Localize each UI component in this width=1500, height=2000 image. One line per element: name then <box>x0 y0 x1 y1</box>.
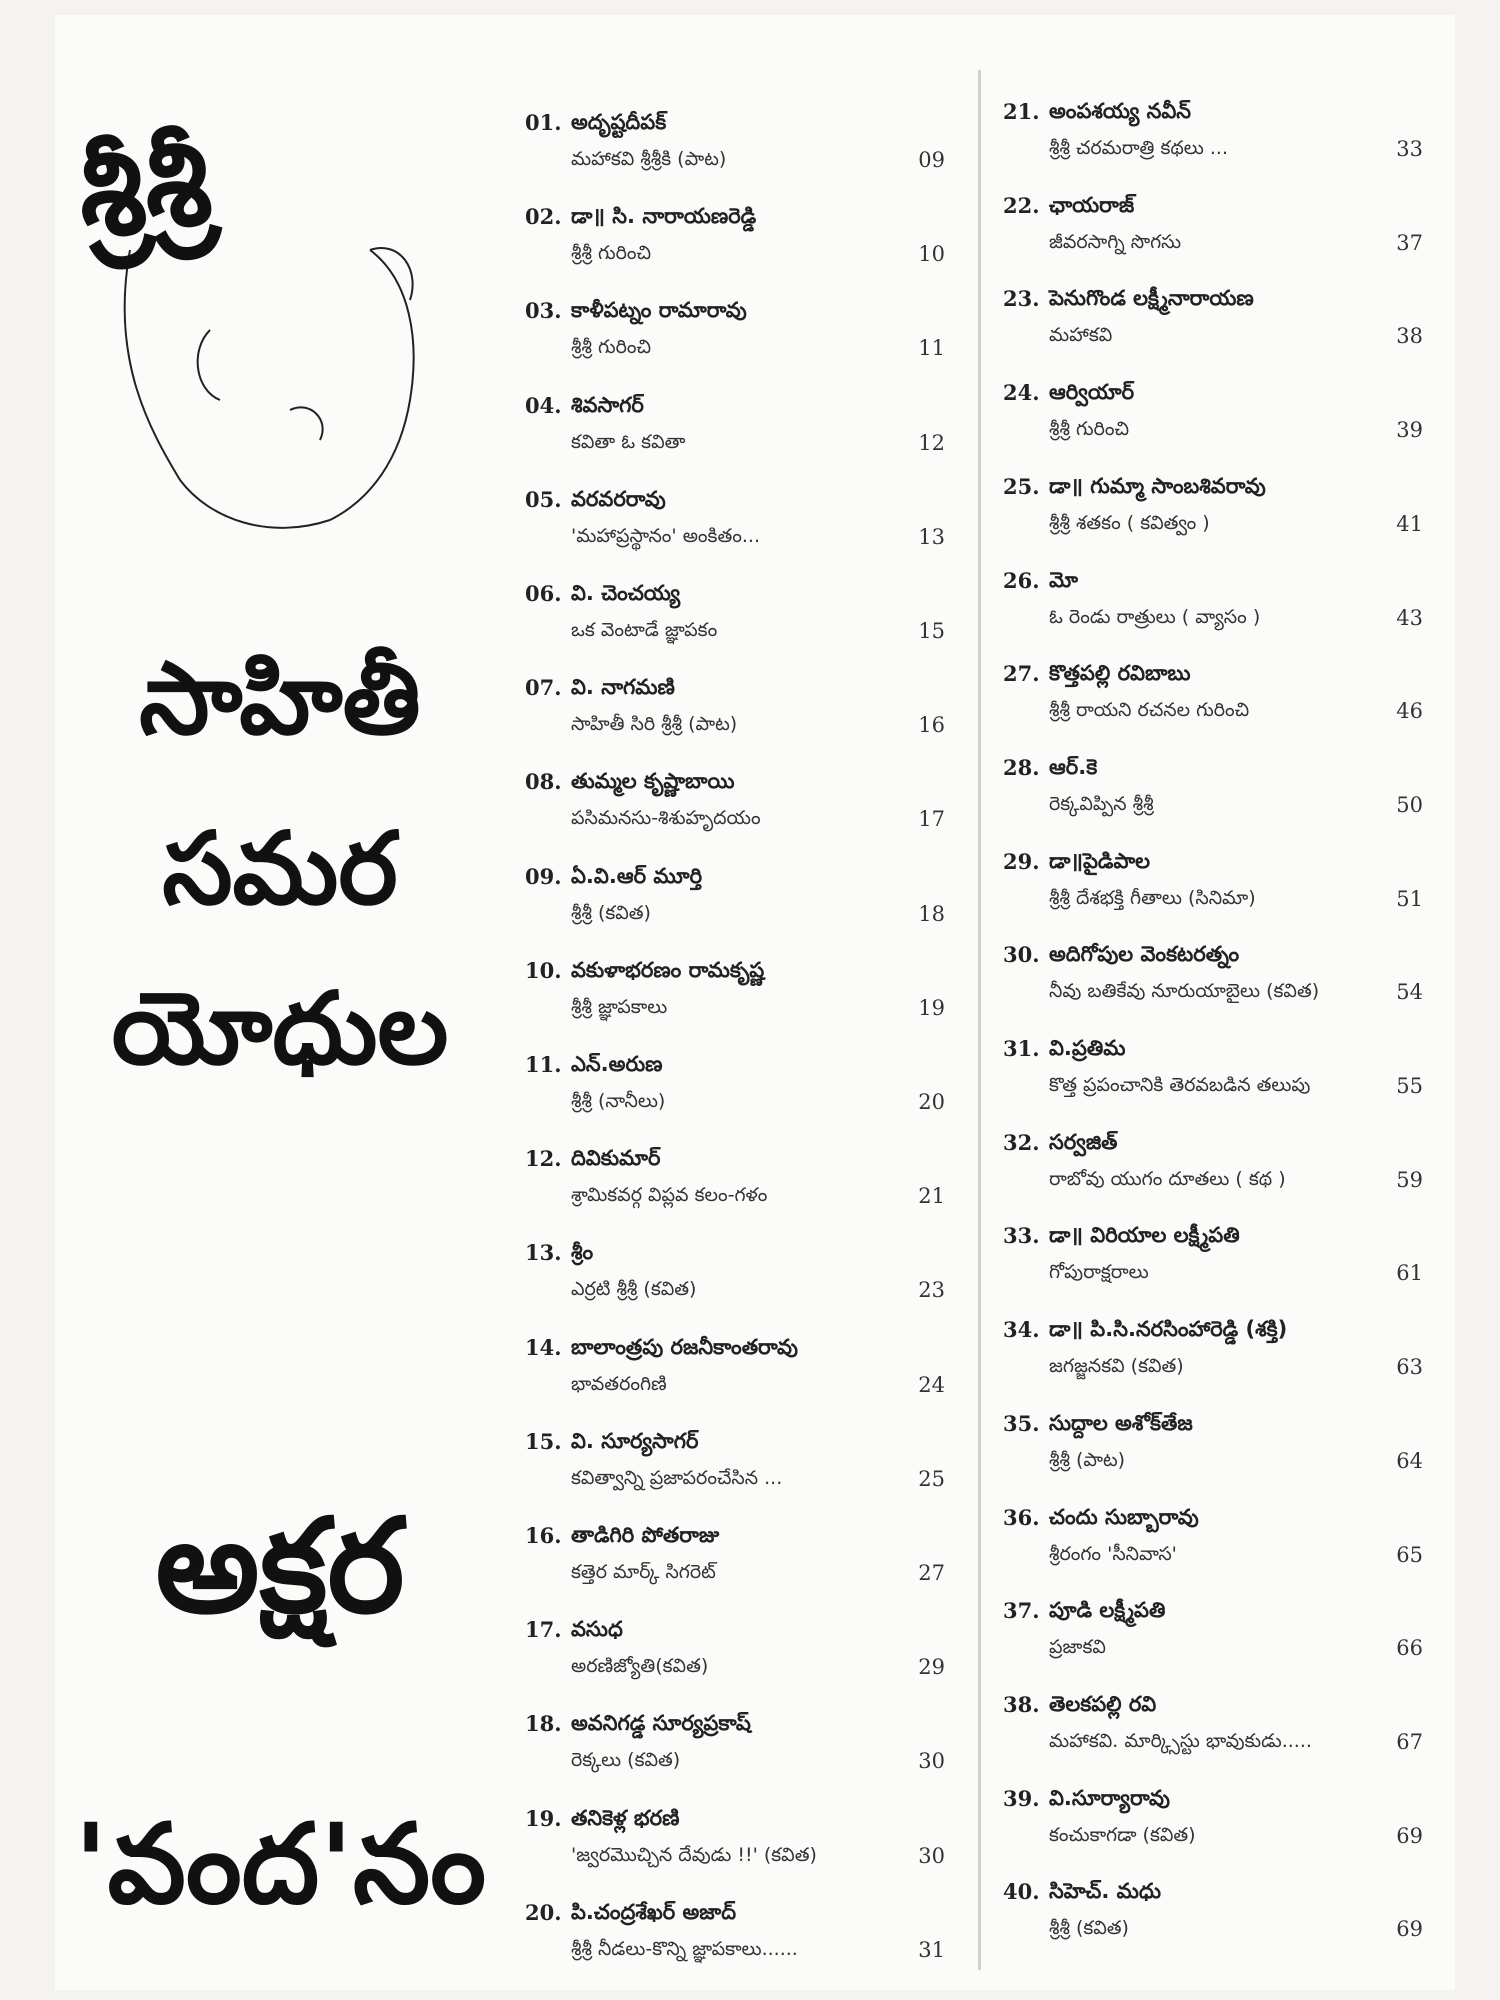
entry-page: 25 <box>918 1466 945 1491</box>
entry-author: అదిగోపుల వెంకటరత్నం <box>1049 942 1240 967</box>
entry-page: 19 <box>918 995 945 1020</box>
entry-title: భావతరంగిణి <box>571 1372 667 1395</box>
entry-title: 'జ్వరమొచ్చిన దేవుడు !!' (కవిత) <box>571 1843 817 1866</box>
entry-author: కాళీపట్నం రామారావు <box>571 298 747 323</box>
entry-author: తనికెళ్ల భరణి <box>571 1805 680 1830</box>
entry-title: జీవరసాగ్ని సొగసు <box>1049 230 1182 253</box>
entry-author: కొత్తపల్లి రవిబాబు <box>1049 661 1191 686</box>
cover-word-3: యోధుల <box>111 970 449 1087</box>
entry-page: 11 <box>918 336 945 361</box>
cover-word-2: సమర <box>162 810 398 927</box>
entry-number: 17. <box>525 1617 562 1643</box>
entry-number: 04. <box>525 392 562 418</box>
entry-title: శ్రీశ్రీ చరమరాత్రి కథలు ... <box>1049 137 1228 159</box>
entry-title: శ్రీశ్రీ (కవిత) <box>571 901 651 924</box>
entry-title: మహాకవి <box>1049 324 1113 347</box>
entry-title: పసిమనసు-శిశుహృదయం <box>571 807 761 830</box>
entry-number: 07. <box>525 675 562 701</box>
entry-title: శ్రీశ్రీ (కవిత) <box>1049 1917 1129 1940</box>
entry-title: మహాకవి. మార్క్సిస్టు భావుకుడు..... <box>1049 1729 1312 1752</box>
entry-title: కవితా ఓ కవితా <box>571 430 686 453</box>
entry-page: 09 <box>918 148 945 172</box>
entry-number: 32. <box>1003 1129 1040 1155</box>
entry-author: పూడి లక్ష్మీపతి <box>1049 1598 1166 1623</box>
entry-title: కత్తెర మార్క్ సిగరెట్ <box>571 1561 716 1583</box>
entry-author: అవనిగడ్డ సూర్యప్రకాష్ <box>571 1711 751 1736</box>
entry-author: ఛాయరాజ్ <box>1049 192 1135 217</box>
entry-author: వి. సూర్యసాగర్ <box>571 1428 699 1453</box>
entry-title: శ్రీశ్రీ (నానీలు) <box>571 1090 666 1112</box>
entry-number: 08. <box>525 769 562 795</box>
entry-title: సాహితీ సిరి శ్రీశ్రీ (పాట) <box>571 713 738 736</box>
entry-number: 21. <box>1003 99 1040 124</box>
entry-author: మో <box>1049 567 1078 592</box>
entry-author: సిహెచ్. మధు <box>1049 1879 1161 1904</box>
entry-author: చందు సుబ్బారావు <box>1049 1504 1199 1529</box>
entry-number: 19. <box>525 1805 562 1831</box>
entry-title: జగజ్జనకవి (కవిత) <box>1049 1355 1184 1378</box>
entry-page: 66 <box>1396 1636 1423 1661</box>
entry-page: 55 <box>1396 1074 1423 1098</box>
entry-number: 14. <box>525 1334 562 1360</box>
entry-title: కవిత్వాన్ని ప్రజాపరంచేసిన ... <box>571 1466 783 1489</box>
entry-title: ఎర్రటి శ్రీశ్రీ (కవిత) <box>571 1278 697 1301</box>
entry-number: 30. <box>1003 942 1040 968</box>
entry-author: సుద్దాల అశోక్‌తేజ <box>1049 1410 1193 1435</box>
entry-number: 37. <box>1003 1598 1040 1624</box>
entry-page: 18 <box>918 901 945 926</box>
entry-title: ఓ రెండు రాత్రులు ( వ్యాసం ) <box>1049 605 1261 628</box>
entry-number: 33. <box>1003 1223 1040 1249</box>
entry-page: 23 <box>918 1278 945 1303</box>
entry-page: 65 <box>1396 1542 1423 1567</box>
entry-author: వసుధ <box>571 1617 623 1642</box>
entry-number: 31. <box>1003 1036 1040 1061</box>
cover-word-1: సాహితీ <box>139 640 421 757</box>
entry-number: 24. <box>1003 380 1040 406</box>
entry-author: ఆర్వియార్ <box>1049 380 1135 405</box>
entry-author: ఆర్.కె <box>1049 754 1098 779</box>
entry-title: రాబోవు యుగం దూతలు ( కథ ) <box>1049 1167 1286 1190</box>
entry-author: వి. చెంచయ్య <box>571 581 681 605</box>
entry-page: 16 <box>918 713 945 738</box>
entry-number: 28. <box>1003 754 1040 780</box>
entry-page: 31 <box>918 1937 945 1962</box>
entry-title: శ్రీశ్రీ నీడలు-కొన్ని జ్ఞాపకాలు...... <box>571 1937 798 1960</box>
entry-author: పెనుగొండ లక్ష్మీనారాయణ <box>1049 286 1254 311</box>
entry-number: 13. <box>525 1240 562 1266</box>
entry-page: 30 <box>918 1843 945 1868</box>
entry-author: అంపశయ్య నవీన్ <box>1049 99 1192 123</box>
entry-number: 26. <box>1003 567 1040 593</box>
entry-page: 29 <box>918 1655 945 1680</box>
entry-page: 37 <box>1396 230 1423 255</box>
entry-author: తుమ్మల కృష్ణాబాయి <box>571 769 735 794</box>
entry-number: 36. <box>1003 1504 1040 1530</box>
entry-title: కొత్త ప్రపంచానికి తెరవబడిన తలుపు <box>1049 1074 1311 1096</box>
entry-author: సర్వజిత్ <box>1049 1129 1118 1154</box>
entry-author: శివసాగర్ <box>571 392 644 417</box>
entry-title: ప్రజాకవి <box>1049 1636 1106 1659</box>
entry-number: 38. <box>1003 1691 1040 1717</box>
entry-title: శ్రీశ్రీ దేశభక్తి గీతాలు (సినిమా) <box>1049 886 1256 909</box>
entry-page: 27 <box>918 1561 945 1585</box>
entry-number: 12. <box>525 1146 562 1172</box>
entry-author: వి. నాగమణి <box>571 675 675 700</box>
entry-page: 59 <box>1396 1167 1423 1192</box>
entry-author: డా॥ పి.సి.నరసింహారెడ్డి (శక్తి) <box>1049 1317 1288 1342</box>
entry-title: శ్రీశ్రీ జ్ఞాపకాలు <box>571 995 668 1018</box>
entry-page: 54 <box>1396 980 1423 1005</box>
entry-title: ఒక వెంటాడే జ్ఞాపకం <box>571 619 718 641</box>
entry-title: రెక్కవిప్పిన శ్రీశ్రీ <box>1049 792 1154 815</box>
entry-page: 33 <box>1396 137 1423 161</box>
entry-page: 41 <box>1396 511 1423 536</box>
entry-page: 10 <box>918 242 945 267</box>
entry-author: శ్రీం <box>571 1240 594 1265</box>
entry-page: 12 <box>918 430 945 455</box>
entry-author: పి.చంద్రశేఖర్ అజాద్ <box>571 1899 737 1924</box>
entry-author: దివికుమార్ <box>571 1146 661 1171</box>
entry-page: 69 <box>1396 1917 1423 1942</box>
entry-title: గోపురాక్షరాలు <box>1049 1261 1149 1284</box>
entry-page: 20 <box>918 1090 945 1114</box>
entry-author: డా॥ విరియాల లక్ష్మీపతి <box>1049 1223 1240 1248</box>
entry-number: 01. <box>525 110 562 135</box>
entry-page: 46 <box>1396 699 1423 724</box>
entry-number: 35. <box>1003 1410 1040 1436</box>
entry-number: 09. <box>525 863 562 889</box>
entry-page: 13 <box>918 524 945 549</box>
column-divider <box>978 70 981 1970</box>
entry-number: 03. <box>525 298 562 324</box>
entry-title: శ్రీశ్రీ (పాట) <box>1049 1448 1126 1471</box>
entry-page: 15 <box>918 619 945 643</box>
entry-author: తాడిగిరి పోతరాజు <box>571 1523 720 1547</box>
entry-page: 63 <box>1396 1355 1423 1380</box>
entry-title: శ్రీశ్రీ శతకం ( కవిత్వం ) <box>1049 511 1210 534</box>
entry-page: 61 <box>1396 1261 1423 1286</box>
entry-page: 38 <box>1396 324 1423 349</box>
entry-author: డా॥పైడిపాల <box>1049 848 1151 873</box>
entry-page: 51 <box>1396 886 1423 911</box>
entry-number: 10. <box>525 957 562 983</box>
entry-author: డా॥ సి. నారాయణరెడ్డి <box>571 204 757 229</box>
entry-number: 16. <box>525 1523 562 1548</box>
entry-number: 11. <box>525 1052 562 1077</box>
entry-page: 64 <box>1396 1448 1423 1473</box>
entry-title: రెక్కలు (కవిత) <box>571 1749 681 1772</box>
entry-page: 50 <box>1396 792 1423 817</box>
entry-number: 23. <box>1003 286 1040 312</box>
entry-title: నీవు బతికేవు నూరుయాబైలు (కవిత) <box>1049 980 1320 1003</box>
entry-title: మహాకవి శ్రీశ్రీకి (పాట) <box>571 148 727 170</box>
entry-number: 02. <box>525 204 562 230</box>
entry-author: వి.సూర్యారావు <box>1049 1785 1170 1810</box>
entry-author: తెలకపల్లి రవి <box>1049 1691 1157 1716</box>
entry-page: 69 <box>1396 1823 1423 1848</box>
entry-number: 29. <box>1003 848 1040 874</box>
entry-number: 25. <box>1003 473 1040 499</box>
cover-word-5: 'వంద'నం <box>74 1800 486 1928</box>
entry-page: 17 <box>918 807 945 832</box>
logo-text: శ్రీశ్రీ <box>68 111 220 268</box>
entry-number: 40. <box>1003 1879 1040 1905</box>
srisri-logo-portrait <box>70 100 470 550</box>
entry-page: 21 <box>918 1184 945 1209</box>
entry-page: 24 <box>918 1372 945 1397</box>
entry-author: అదృష్టదీపక్ <box>571 110 667 134</box>
entry-title: శ్రీశ్రీ గురించి <box>571 336 652 359</box>
entry-author: వి.ప్రతిమ <box>1049 1036 1126 1060</box>
entry-number: 06. <box>525 581 562 606</box>
entry-page: 67 <box>1396 1729 1423 1754</box>
entry-number: 27. <box>1003 661 1040 687</box>
entry-number: 22. <box>1003 192 1040 218</box>
entry-page: 43 <box>1396 605 1423 630</box>
entry-author: బాలాంత్రపు రజనీకాంతరావు <box>571 1334 799 1359</box>
entry-page: 39 <box>1396 418 1423 443</box>
entry-author: ఏ.వి.ఆర్ మూర్తి <box>571 863 703 888</box>
entry-title: అరణిజ్యోతి(కవిత) <box>571 1655 709 1678</box>
entry-number: 39. <box>1003 1785 1040 1811</box>
entry-title: శ్రీరంగం 'సీనివాస' <box>1049 1542 1177 1565</box>
entry-title: 'మహాప్రస్థానం' అంకితం... <box>571 524 760 547</box>
entry-author: వకుళాభరణం రామకృష్ణ <box>571 957 765 982</box>
entry-title: కంచుకాగడా (కవిత) <box>1049 1823 1196 1846</box>
entry-number: 20. <box>525 1899 562 1925</box>
entry-page: 30 <box>918 1749 945 1774</box>
cover-word-4: అక్షర <box>155 1490 405 1642</box>
entry-title: శ్రీశ్రీ రాయని రచనల గురించి <box>1049 699 1250 722</box>
entry-number: 05. <box>525 486 562 512</box>
entry-title: శ్రీశ్రీ గురించి <box>1049 418 1130 441</box>
entry-title: శ్రామికవర్గ విప్లవ కలం-గళం <box>571 1184 768 1207</box>
entry-number: 15. <box>525 1428 562 1454</box>
entry-number: 34. <box>1003 1317 1040 1343</box>
entry-title: శ్రీశ్రీ గురించి <box>571 242 652 265</box>
entry-number: 18. <box>525 1711 562 1737</box>
entry-author: డా॥ గుమ్మా సాంబశివరావు <box>1049 473 1266 498</box>
entry-author: వరవరరావు <box>571 486 666 511</box>
entry-author: ఎన్.అరుణ <box>571 1052 663 1076</box>
